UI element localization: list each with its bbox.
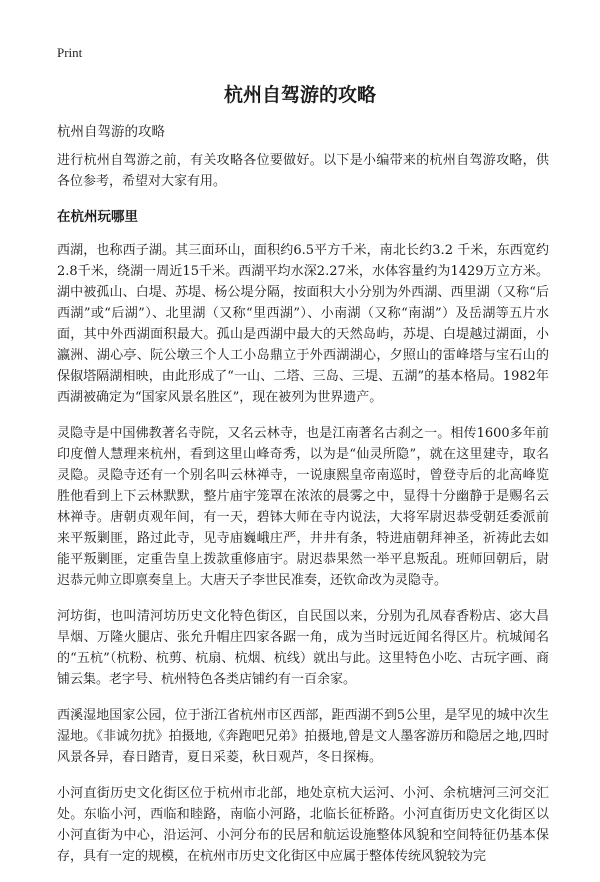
article-body <box>57 150 549 882</box>
intro-paragraph: 进行杭州自驾游之前，有关攻略各位要做好。以下是小编带来的杭州自驾游攻略，供各位参考，希望对大家有用。 <box>57 153 549 189</box>
paragraph-xixi-wetland: 西溪湿地国家公园，位于浙江省杭州市区西部，距西湖不到5公里，是罕见的城中次生湿地。《非诚勿扰》拍摄地,《奔跑吧兄弟》拍摄地,曾是文人墨客游历和隐居之地,四时风景各异，春日踏青，夏日采菱，秋日观芦，冬日探梅。 <box>57 708 549 765</box>
paragraph-lingyin-temple: 灵隐寺是中国佛教著名寺院，又名云林寺，也是江南著名古刹之一。相传1600多年前印度僧人慧理来杭州，看到这里山峰奇秀，以为是“仙灵所隐”，就在这里建寺，取名灵隐。灵隐寺还有一个别名叫云林禅寺，一说康熙皇帝南巡时，曾登寺后的北高峰览胜他看到上下云林默默，整片庙宇笼罩在浓浓的晨雾之中，显得十分幽静于是赐名云林禅寺。唐朝贞观年间，有一天，碧钵大师在寺内说法，大将军尉迟恭受朝廷委派前来平叛剿匪，路过此寺，见寺庙巍峨庄严，井井有条，特进庙朝拜神圣，祈祷此去如能平叛剿匪，定重告皇上拨款重修庙宇。尉迟恭果然一举平息叛乱。班师回朝后，尉迟恭元帅立即禀奏皇上。大唐天子李世民准奏，还钦命改为灵隐寺。 <box>57 426 549 588</box>
paragraph-hefang-street: 河坊街，也叫清河坊历史文化特色街区，自民国以来，分别为孔凤春香粉店、宓大昌旱烟、万隆火腿店、张允升帽庄四家各踞一角，成为当时远近闻名得区片。杭城闻名的“五杭”（杭粉、杭剪、杭扇、杭烟、杭线）就出与此。这里特色小吃、古玩字画、商铺云集。老字号、杭州特色各类店铺约有一百余家。 <box>57 609 549 687</box>
paragraph-xiaohe-street: 小河直街历史文化街区位于杭州市北部，地处京杭大运河、小河、余杭塘河三河交汇处。东临小河，西临和睦路，南临小河路，北临长征桥路。小河直街历史文化街区以小河直街为中心，沿运河、小河分布的民居和航运设施整体风貌和空间特征仍基本保存，具有一定的规模，在杭州市历史文化街区中应属于整体传统风貌较为完 <box>57 786 549 864</box>
article-subtitle: 杭州自驾游的攻略 <box>57 124 165 140</box>
page-title: 杭州自驾游的攻略 <box>223 84 376 106</box>
section-heading: 在杭州玩哪里 <box>57 209 138 225</box>
print-link[interactable]: Print <box>57 45 83 60</box>
paragraph-west-lake: 西湖，也称西子湖。其三面环山，面积约6.5平方千米，南北长约3.2 千米，东西宽约2.8千米，绕湖一周近15千米。西湖平均水深2.27米，水体容量约为1429万立方米。湖中被孤山、白堤、苏堤、杨公堤分隔，按面积大小分别为外西湖、西里湖（又称“后西湖”或“后湖”）、北里湖（又称“里西湖”）、小南湖（又称“南湖”）及岳湖等五片水面，其中外西湖面积最大。孤山是西湖中最大的天然岛屿，苏堤、白堤越过湖面，小瀛洲、湖心亭、阮公墩三个人工小岛鼎立于外西湖湖心，夕照山的雷峰塔与宝石山的保俶塔隔湖相映，由此形成了“一山、二塔、三岛、三堤、五湖”的基本格局。1982年西湖被确定为“国家风景名胜区”，现在被列为世界遗产。 <box>57 243 549 405</box>
